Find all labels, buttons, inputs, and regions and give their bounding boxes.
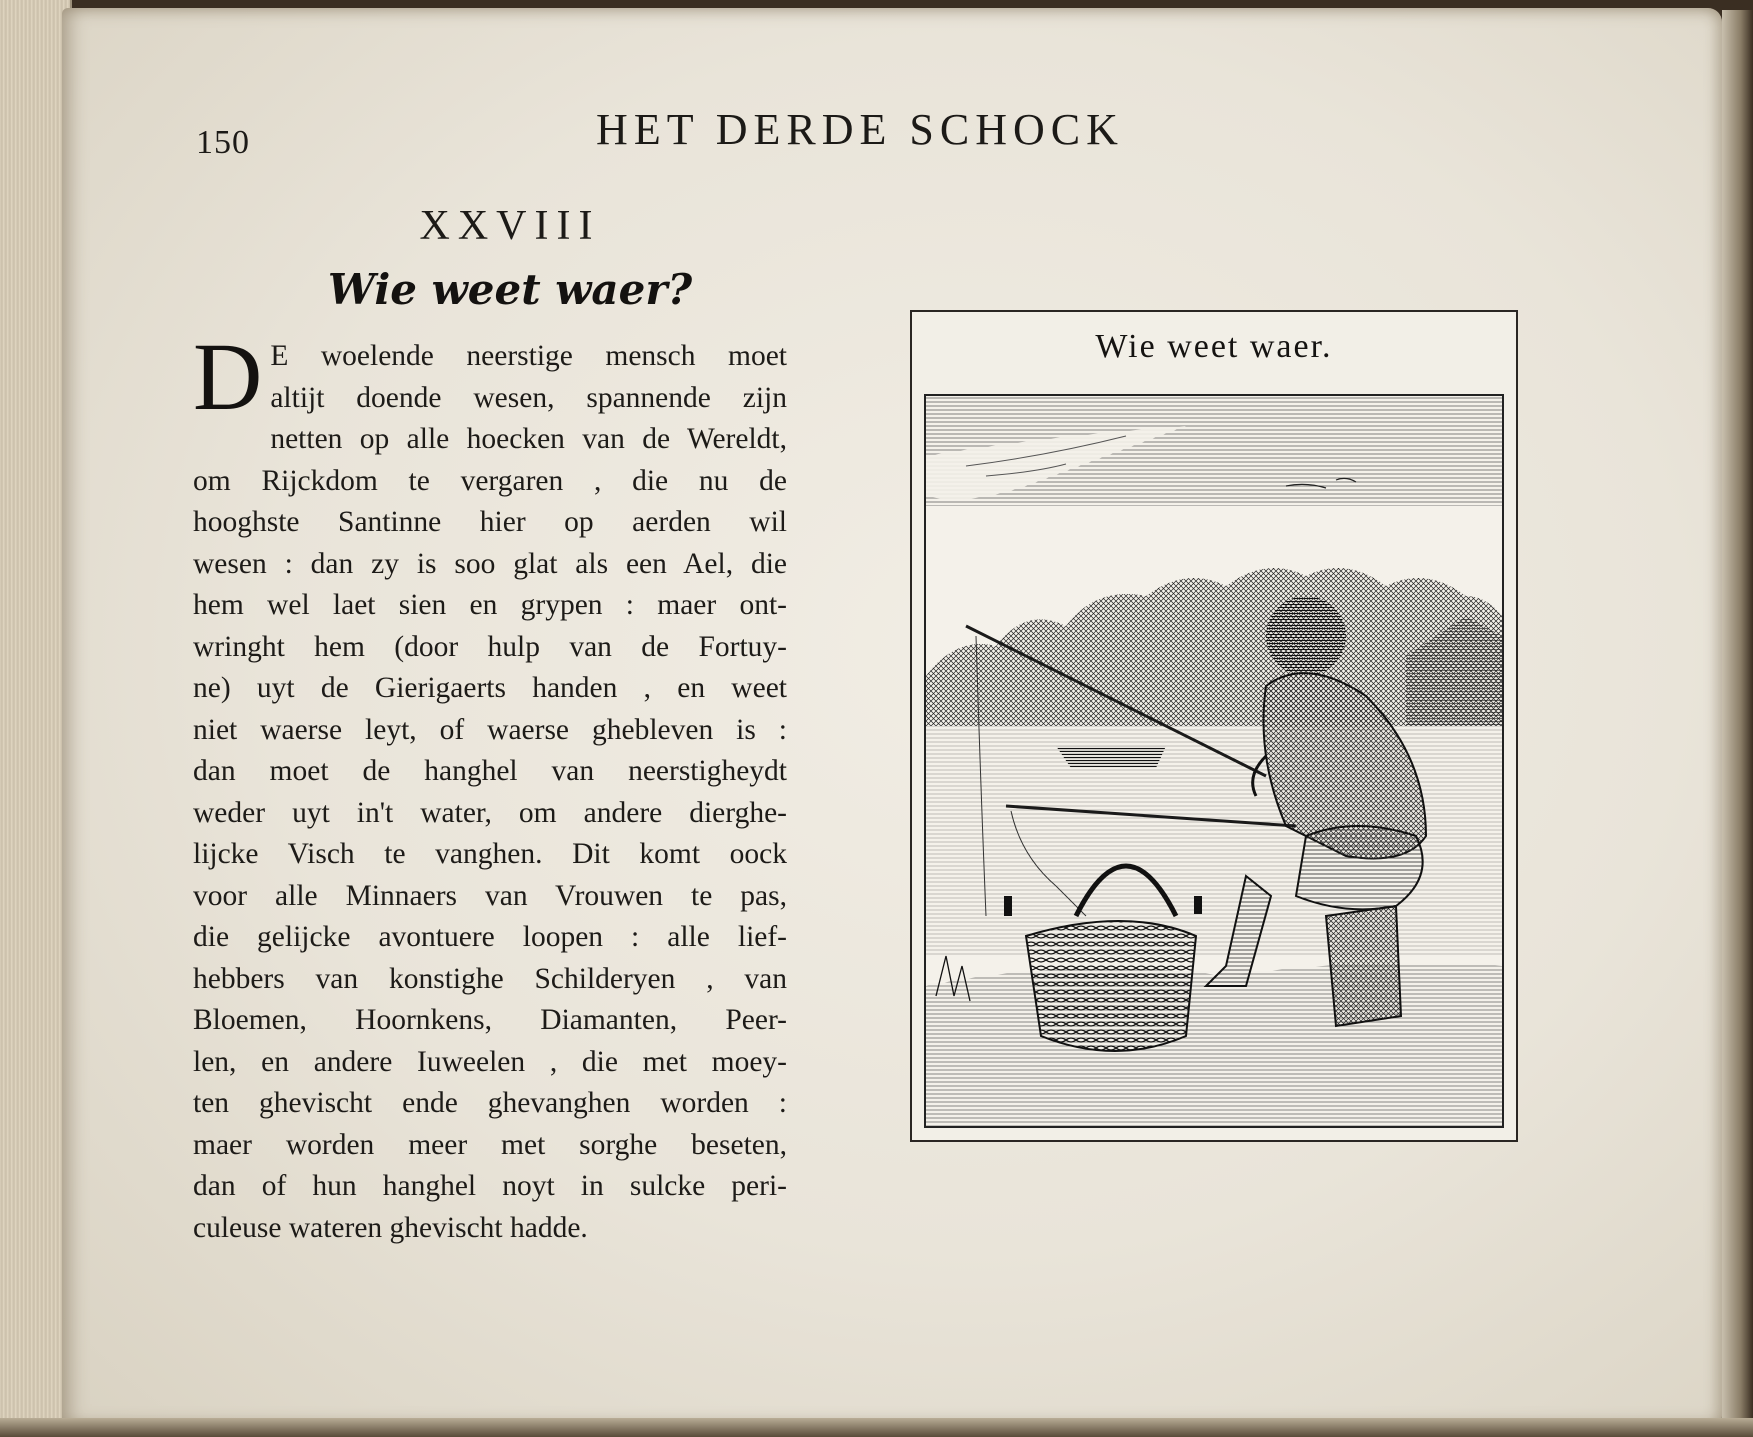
boat <box>1056 746 1166 768</box>
text-line: om Rijckdom te vergaren , die nu de <box>193 464 787 497</box>
engraving-plate <box>910 310 1518 1142</box>
book-right-edge <box>1722 10 1753 1426</box>
riverbank <box>926 963 1502 1126</box>
chapter-number: XXVIII <box>419 203 601 249</box>
page-number: 150 <box>196 124 250 161</box>
text-line: netten op alle hoecken van de Wereldt, <box>270 423 787 455</box>
text-line: altijt doende wesen, spannende zijn <box>270 381 787 414</box>
fisherman-breeches <box>1296 826 1423 909</box>
text-line: E woelende neerstige mensch moet <box>270 340 787 372</box>
text-line: hebbers van konstighe Schilderyen , van <box>193 962 787 995</box>
fisherman-head <box>1266 596 1346 676</box>
text-line: culeuse wateren ghevischt hadde. <box>193 1211 588 1244</box>
text-line: hooghste Santinne hier op aerden wil <box>193 506 787 538</box>
text-line: niet waerse leyt, of waerse ghebleven is : <box>193 713 787 746</box>
text-line: weder uyt in't water, om andere dierghe- <box>193 796 787 829</box>
text-line: dan moet de hanghel van neerstigheydt <box>193 755 787 787</box>
text-line: dan of hun hanghel noyt in sulcke peri- <box>193 1170 787 1202</box>
text-line: wringht hem (door hulp van de Fortuy- <box>193 630 787 663</box>
text-line: lijcke Visch te vanghen. Dit komt oock <box>193 838 787 870</box>
basket <box>1026 921 1196 1051</box>
text-line: wesen : dan zy is soo glat als een Ael, die <box>193 547 787 580</box>
drop-cap: D <box>193 323 263 430</box>
fisherman-engraving <box>924 394 1504 1128</box>
float <box>1004 896 1012 916</box>
running-head: HET DERDE SCHOCK <box>596 105 1124 154</box>
text-line: Bloemen, Hoornkens, Diamanten, Peer- <box>193 1004 787 1036</box>
tree-stump <box>1326 906 1401 1026</box>
text-line: ten ghevischt ende ghevanghen worden : <box>193 1087 787 1119</box>
text-line: ne) uyt de Gierigaerts handen , en weet <box>193 672 787 704</box>
text-line: die gelijcke avontuere loopen : alle lief- <box>193 921 787 953</box>
text-line: hem wel laet sien en grypen : maer ont- <box>193 589 787 621</box>
text-line: voor alle Minnaers van Vrouwen te pas, <box>193 879 787 912</box>
book-bottom-edge <box>0 1418 1753 1437</box>
chapter-title: Wie weet waer? <box>327 265 693 314</box>
body-text <box>193 323 787 1249</box>
text-line: maer worden meer met sorghe beseten, <box>193 1128 787 1161</box>
plate-caption: Wie weet waer. <box>1095 328 1333 365</box>
text-line: len, en andere Iuweelen , die met moey- <box>193 1045 787 1078</box>
